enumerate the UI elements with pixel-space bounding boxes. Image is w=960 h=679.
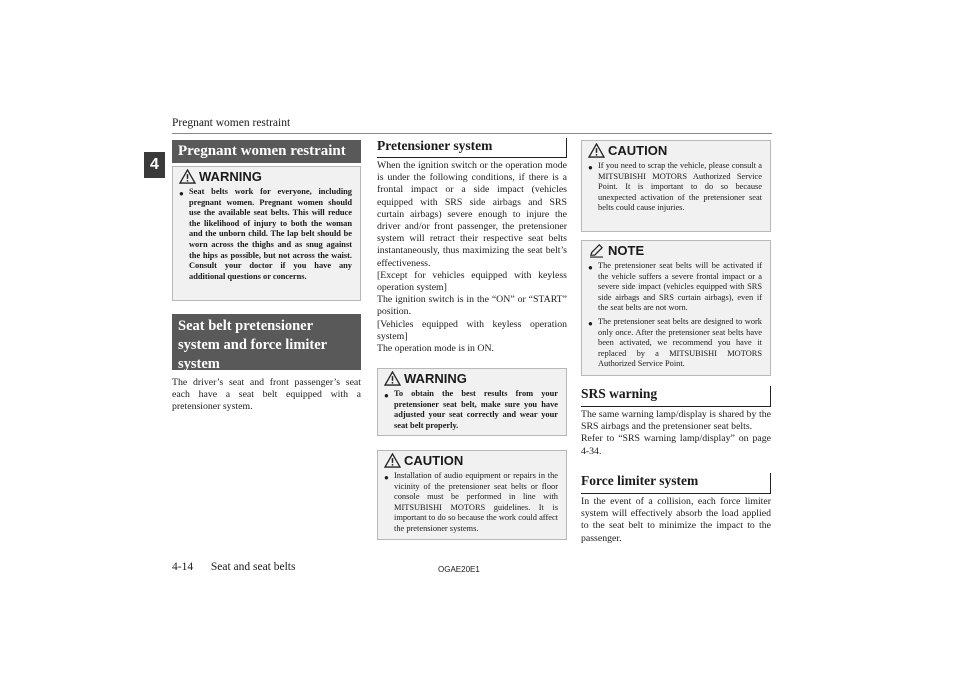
footer-code: OGAE20E1 — [438, 565, 480, 574]
note-text: The pretensioner seat belts will be activated if the vehicle suffers a severe frontal impact or a severe side impact (vehicles equipped with SRS side airbags and SRS curtain airbags), even if the seat belts are not worn. — [598, 261, 762, 313]
footer-section: Seat and seat belts — [210, 561, 296, 573]
pregnant-heading: Pregnant women restraint — [172, 140, 361, 163]
bullet-icon: ● — [179, 189, 184, 198]
warning-item — [173, 184, 360, 282]
caution-triangle-icon — [384, 453, 401, 468]
warning-title — [378, 369, 566, 386]
bullet-icon: ● — [588, 318, 593, 328]
chapter-tab: 4 — [144, 152, 165, 178]
caution-box-installation — [377, 450, 567, 540]
warning-text: To obtain the best results from your pretensioner seat belt, make sure you have adjusted your seat correctly and wear your seat belt properly. — [394, 389, 558, 430]
note-text: The pretensioner seat belts are designed to work only once. After the pretensioner seat belts have been activated, we recommend you have it replaced by a MITSUBISHI MOTORS Authorized Service Point. — [598, 316, 762, 369]
footer-page-label — [172, 561, 295, 573]
caution-label: CAUTION — [608, 143, 668, 158]
warning-item — [378, 386, 566, 431]
note-item — [582, 258, 770, 314]
note-pen-icon — [588, 243, 605, 258]
caution-title — [582, 141, 770, 158]
pretensioner-system-heading: Seat belt pretensioner system and force limiter system — [172, 314, 361, 370]
note-title — [582, 241, 770, 258]
warning-title — [173, 167, 360, 184]
page-number: 4-14 — [172, 561, 194, 573]
warning-triangle-icon — [179, 169, 196, 184]
body-paragraph: The ignition switch is in the “ON” or “START” position. — [377, 294, 567, 318]
srs-warning-body — [581, 409, 771, 458]
caution-text: Installation of audio equipment or repairs in the vicinity of the pretensioner seat belts or floor console must be performed in line with MITSUBISHI MOTORS guidelines. It is important to do so because the work could affect the pretensioner systems. — [394, 471, 558, 533]
body-paragraph: [Except for vehicles equipped with keyless operation system] — [377, 269, 567, 294]
bullet-icon: ● — [384, 391, 389, 400]
force-limiter-body: In the event of a collision, each force limiter system will effectively absorb the load applied to the seat belt to minimize the impact to the passenger. — [581, 496, 771, 544]
warning-box-pregnant — [172, 166, 361, 301]
warning-box-pretensioner — [377, 368, 567, 436]
caution-item — [582, 158, 770, 214]
pretensioner-body — [377, 160, 567, 355]
caution-text: If you need to scrap the vehicle, please consult a MITSUBISHI MOTORS Authorized Service Point. It is important to do so because unexpected activation of the pretensioner seat belts could cause injuries. — [598, 161, 762, 213]
caution-item — [378, 468, 566, 535]
pretensioner-heading: Pretensioner system — [377, 138, 567, 158]
body-paragraph: The operation mode is in ON. — [377, 343, 494, 355]
header-rule — [172, 133, 772, 134]
bullet-icon: ● — [384, 473, 389, 482]
body-paragraph: The same warning lamp/display is shared by the SRS airbags and the pretensioner seat belts. — [581, 409, 771, 433]
caution-label: CAUTION — [404, 453, 464, 468]
note-box — [581, 240, 771, 376]
bullet-icon: ● — [588, 163, 593, 172]
note-label: NOTE — [608, 243, 645, 258]
warning-triangle-icon — [384, 371, 401, 386]
running-head: Pregnant women restraint — [172, 117, 291, 129]
caution-box-scrap — [581, 140, 771, 232]
body-paragraph: When the ignition switch or the operation mode is under the following conditions, if there is a frontal impact or a side impact (vehicles equipped with SRS side airbags and SRS curtain airbags) severe enough to injure the driver and/or front passenger, the pretensioner system will retract their respective seat belts instantaneously, thus maximizing the seat belt’s effectiveness. — [377, 160, 567, 269]
warning-text: Seat belts work for everyone, including pregnant women. Pregnant women should use the available seat belts. This will reduce the likelihood of injury to both the woman and the unborn child. The lap belt should be worn across the thighs and as snug against the hips as possible, but not across the waist. Consult your doctor if you have any additional questions or concerns. — [189, 187, 352, 281]
warning-label: WARNING — [199, 169, 262, 184]
body-paragraph: [Vehicles equipped with keyless operation system] — [377, 318, 567, 342]
srs-warning-heading: SRS warning — [581, 386, 771, 407]
pretensioner-intro-text: The driver’s seat and front passenger’s seat each have a seat belt equipped with a pretensioner system. — [172, 377, 361, 413]
body-paragraph: Refer to “SRS warning lamp/display” on page 4-34. — [581, 433, 771, 457]
bullet-icon: ● — [588, 263, 593, 272]
force-limiter-heading: Force limiter system — [581, 473, 771, 494]
caution-triangle-icon — [588, 143, 605, 158]
caution-title — [378, 451, 566, 468]
warning-label: WARNING — [404, 371, 467, 386]
note-item — [582, 314, 770, 370]
